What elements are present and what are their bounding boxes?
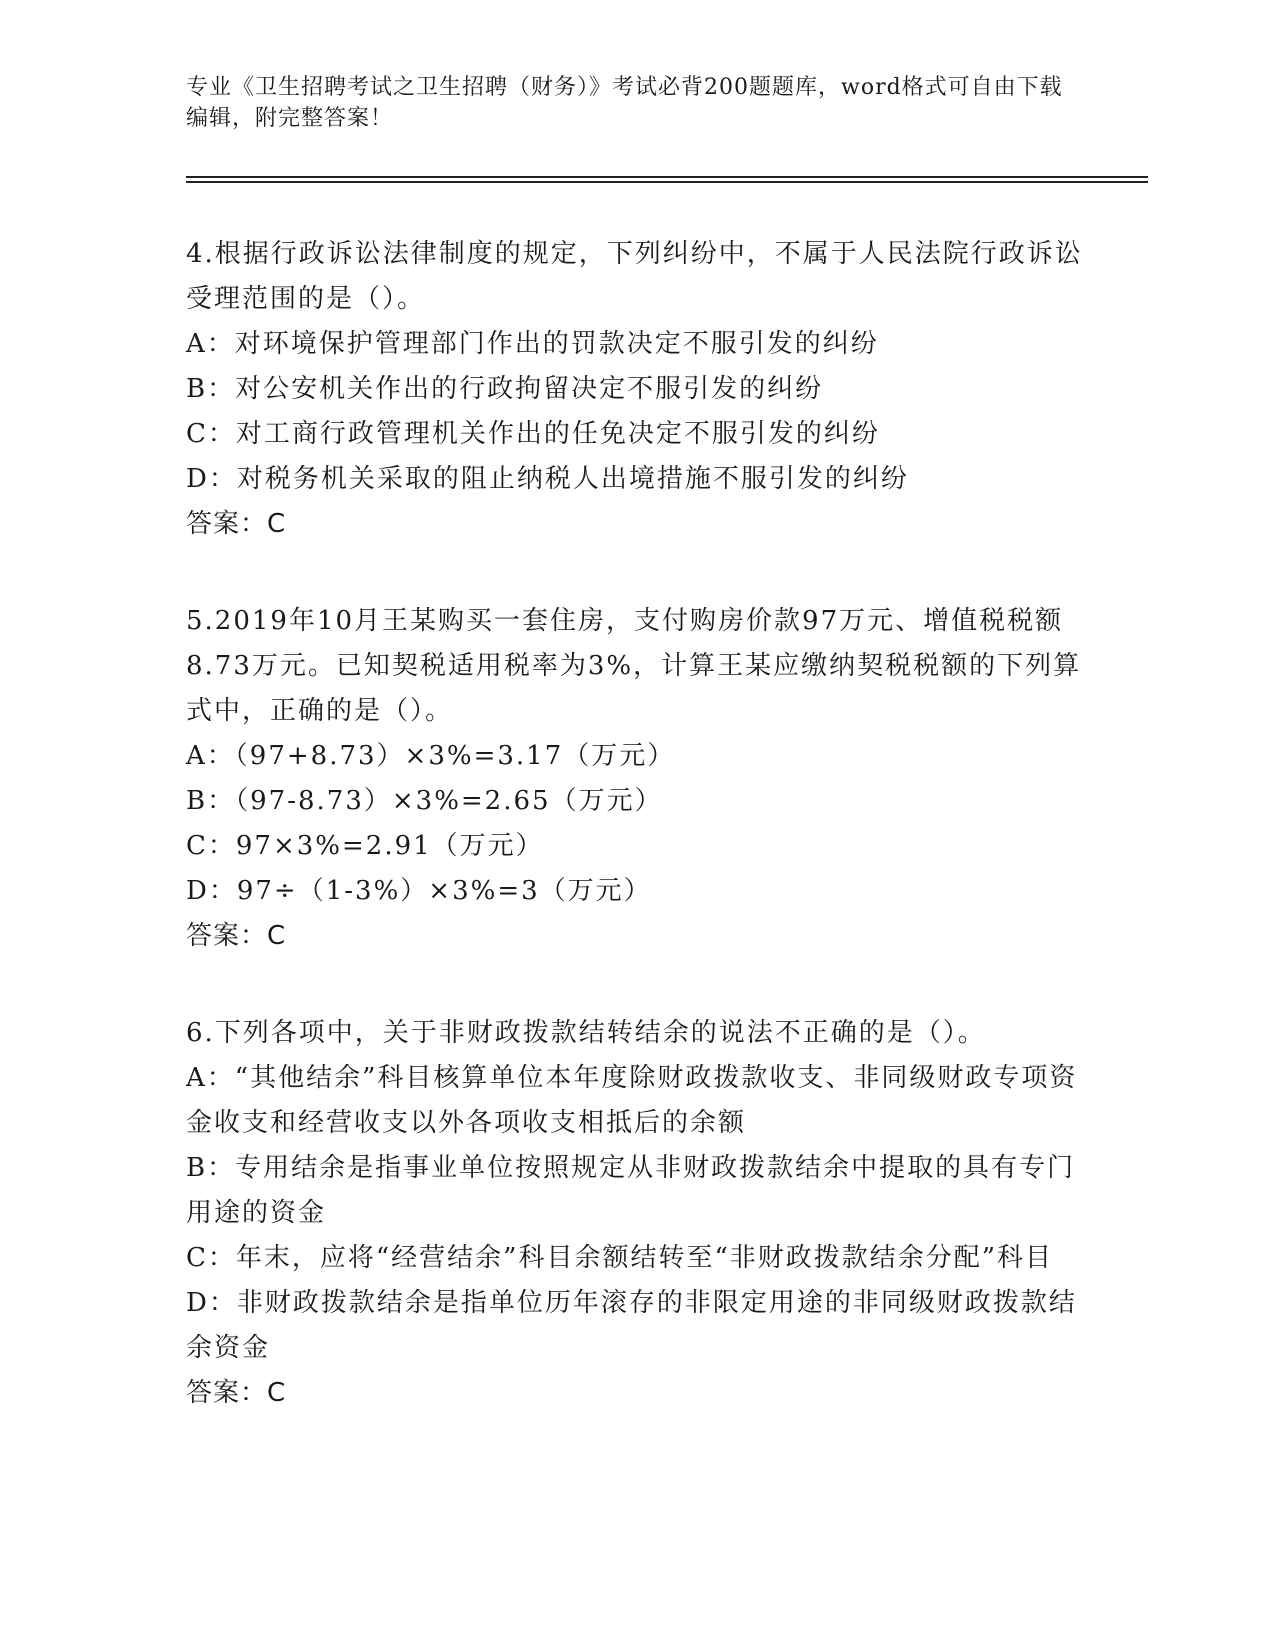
option-d: D：非财政拨款结余是指单位历年滚存的非限定用途的非同级财政拨款结余资金 bbox=[186, 1288, 1077, 1363]
option-c: C：97×3%=2.91（万元） bbox=[186, 831, 544, 861]
option-b: B：对公安机关作出的行政拘留决定不服引发的纠纷 bbox=[186, 374, 824, 404]
answer: 答案：C bbox=[186, 1378, 287, 1408]
questions-list bbox=[186, 232, 1086, 1468]
question-5 bbox=[186, 599, 1086, 959]
question-stem: 6.下列各项中，关于非财政拨款结转结余的说法不正确的是（）。 bbox=[186, 1018, 986, 1048]
question-6 bbox=[186, 1011, 1086, 1416]
header-divider-top bbox=[186, 176, 1148, 178]
option-a: A：对环境保护管理部门作出的罚款决定不服引发的纠纷 bbox=[186, 329, 879, 359]
option-c: C：对工商行政管理机关作出的任免决定不服引发的纠纷 bbox=[186, 419, 880, 449]
option-b: B：专用结余是指事业单位按照规定从非财政拨款结余中提取的具有专门用途的资金 bbox=[186, 1153, 1076, 1228]
answer: 答案：C bbox=[186, 921, 287, 951]
option-a: A：（97+8.73）×3%=3.17（万元） bbox=[186, 741, 676, 771]
question-4 bbox=[186, 232, 1086, 547]
option-b: B：（97-8.73）×3%=2.65（万元） bbox=[186, 786, 663, 816]
option-d: D：对税务机关采取的阻止纳税人出境措施不服引发的纠纷 bbox=[186, 464, 909, 494]
option-a: A：“其他结余”科目核算单位本年度除财政拨款收支、非同级财政专项资金收支和经营收支以外各项收支相抵后的余额 bbox=[186, 1063, 1078, 1138]
question-stem: 5.2019年10月王某购买一套住房，支付购房价款97万元、增值税税额8.73万元。已知契税适用税率为3%，计算王某应缴纳契税税额的下列算式中，正确的是（）。 bbox=[186, 606, 1082, 726]
question-stem: 4.根据行政诉讼法律制度的规定，下列纠纷中，不属于人民法院行政诉讼受理范围的是（）。 bbox=[186, 239, 1083, 314]
option-c: C：年末，应将“经营结余”科目余额结转至“非财政拨款结余分配”科目 bbox=[186, 1243, 1054, 1273]
header-text: 专业《卫生招聘考试之卫生招聘（财务）》考试必背200题题库，word格式可自由下载编辑，附完整答案！ bbox=[186, 75, 1063, 131]
option-d: D：97÷（1-3%）×3%=3（万元） bbox=[186, 876, 652, 906]
header-divider-bottom bbox=[186, 181, 1148, 183]
page-header bbox=[186, 72, 1066, 134]
answer: 答案：C bbox=[186, 509, 287, 539]
